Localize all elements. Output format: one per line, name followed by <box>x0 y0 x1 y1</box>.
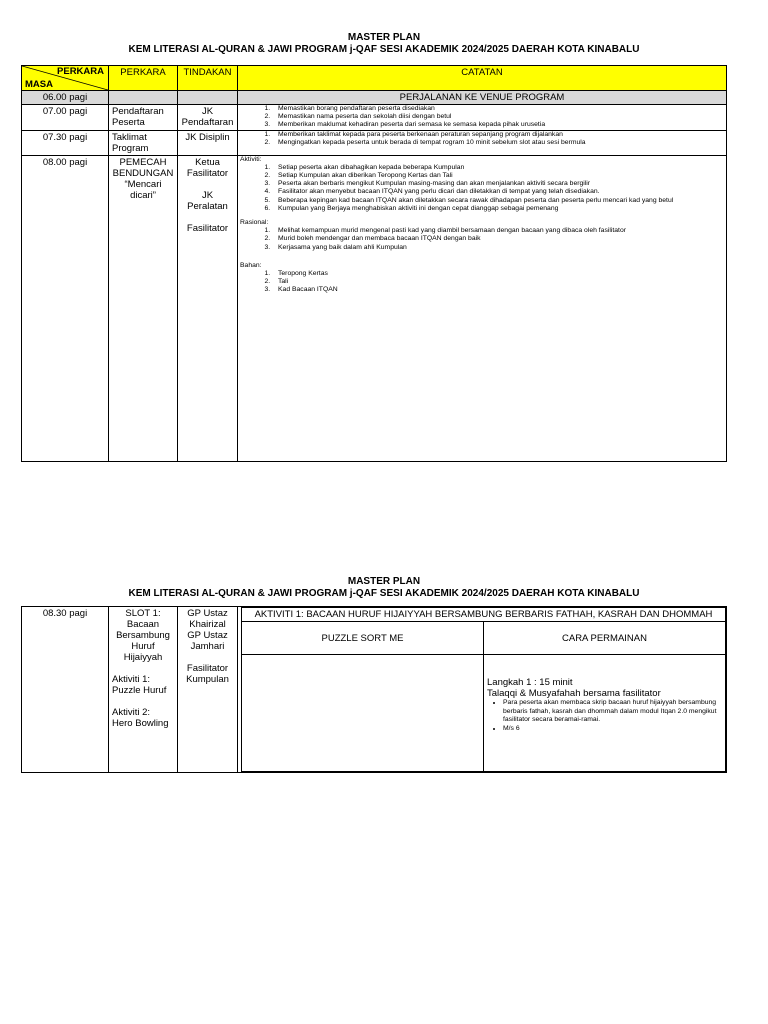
tindakan-cell <box>178 155 238 461</box>
tindakan-line: Ketua Fasilitator <box>186 156 229 179</box>
list-item: 3. Peserta akan berbaris mengikut Kumpulan masing-masing dan akan menjalankan aktiviti secara bergilir <box>272 180 724 188</box>
list-item: 4. Fasilitator akan menyebut bacaan ITQAN yang perlu dicari dan diletakkan di tempat yang telah disediakan. <box>272 188 724 196</box>
perkara-cell: Taklimat Program <box>109 130 178 155</box>
notes-list <box>240 131 724 147</box>
row-0700 <box>22 105 727 131</box>
aktiviti2-name: Hero Bowling <box>112 718 169 729</box>
catatan-cell <box>238 130 727 155</box>
master-plan-table-2 <box>21 606 727 773</box>
catatan-cell: PERJALANAN KE VENUE PROGRAM <box>238 91 727 105</box>
tindakan-line: Fasilitator Kumpulan <box>186 663 229 685</box>
activity-title: PEMECAH BENDUNGAN <box>112 156 174 179</box>
header-perkara: PERKARA <box>109 66 178 91</box>
row-0600 <box>22 91 727 105</box>
master-plan-table-1 <box>21 65 727 462</box>
list-item: 2. Tali <box>272 278 724 286</box>
corner-perkara-label: PERKARA <box>57 66 104 77</box>
aktiviti2-label: Aktiviti 2: <box>112 707 151 718</box>
aktiviti1-name: Puzzle Huruf <box>112 685 167 696</box>
page2-subtitle: KEM LITERASI AL-QURAN & JAWI PROGRAM j-QAF SESI AKADEMIK 2024/2025 DAERAH KOTA KINABALU <box>128 588 640 599</box>
masa-cell: 07.30 pagi <box>22 130 109 155</box>
tindakan-line: GP Ustaz Khairizal <box>187 608 228 630</box>
tindakan-cell <box>178 607 238 773</box>
activity-subtitle: “Mencari dicari” <box>124 178 162 201</box>
list-item: 3. Memberikan maklumat kehadiran peserta dari semasa ke semasa kepada pihak urusetia <box>272 121 724 129</box>
masa-cell: 08.30 pagi <box>22 607 109 773</box>
talaqqi-text: Talaqqi & Musyafahah bersama fasilitator <box>487 688 661 699</box>
masa-perkara-corner <box>22 66 109 91</box>
list-item: 3. Kerjasama yang baik dalam ahli Kumpulan <box>272 244 724 252</box>
header-row <box>22 66 727 91</box>
col-cara-permainan: CARA PERMAINAN <box>484 622 726 655</box>
notes-list <box>240 105 724 130</box>
perkara-cell: Pendaftaran Peserta <box>109 105 178 131</box>
header-catatan: CATATAN <box>238 66 727 91</box>
tindakan-cell: JK Disiplin <box>178 130 238 155</box>
bahan-label: Bahan: <box>240 261 262 269</box>
tindakan-line: Fasilitator <box>186 222 229 234</box>
page1-subtitle: KEM LITERASI AL-QURAN & JAWI PROGRAM j-QAF SESI AKADEMIK 2024/2025 DAERAH KOTA KINABALU <box>128 44 640 55</box>
list-item: 3. Kad Bacaan ITQAN <box>272 286 724 294</box>
list-item: 2. Murid boleh mendengar dan membaca bacaan ITQAN dengan baik <box>272 235 724 243</box>
list-item: • M/s 6 <box>503 725 722 734</box>
activity-title: AKTIVITI 1: BACAAN HURUF HIJAIYYAH BERSAMBUNG BERBARIS FATHAH, KASRAH DAN DHOMMAH <box>242 608 726 622</box>
tindakan-line: GP Ustaz Jamhari <box>187 630 228 652</box>
list-item: 1. Memastikan borang pendaftaran peserta disediakan <box>272 105 724 113</box>
row-0730 <box>22 130 727 155</box>
rasional-list <box>240 227 724 252</box>
list-item: 1. Teropong Kertas <box>272 270 724 278</box>
row-0800 <box>22 155 727 461</box>
rasional-label: Rasional: <box>240 219 269 227</box>
masa-cell: 08.00 pagi <box>22 155 109 461</box>
tindakan-cell: JK Pendaftaran <box>178 105 238 131</box>
aktiviti1-label: Aktiviti 1: <box>112 674 151 685</box>
list-item: 6. Kumpulan yang Berjaya menghabiskan aktiviti ini dengan cepat dianggap sebagai pemenang <box>272 205 724 213</box>
slot-name: Bacaan Bersambung Huruf Hijaiyyah <box>116 619 170 663</box>
catatan-cell <box>238 607 727 773</box>
row-0830 <box>22 607 727 773</box>
list-item: • Para peserta akan membaca skrip bacaan huruf hijaiyyah bersambung berbaris fathah, kasrah dan dhommah dalam modul Itqan 2.0 mengikut fasilitator secara beramai-ramai. <box>503 699 722 725</box>
catatan-cell <box>238 105 727 131</box>
list-item: 5. Beberapa kepingan kad bacaan ITQAN akan diletakkan secara rawak dihadapan peserta dan peserta perlu mencari kad yang betul <box>272 197 724 205</box>
puzzle-cell <box>242 655 484 772</box>
perkara-cell <box>109 607 178 773</box>
list-item: 2. Setiap Kumpulan akan diberikan Teropong Kertas dan Tali <box>272 172 724 180</box>
tindakan-line: JK Peralatan <box>187 189 228 212</box>
masa-cell: 06.00 pagi <box>22 91 109 105</box>
corner-masa-label: MASA <box>25 79 53 90</box>
list-item: 2. Memastikan nama peserta dan sekolah diisi dengan betul <box>272 113 724 121</box>
bahan-list <box>240 270 724 295</box>
list-item: 1. Melihat kemampuan murid mengenal pasti kad yang diambil bersamaan dengan bacaan yang dibaca oleh fasilitator <box>272 227 724 235</box>
catatan-cell <box>238 155 727 461</box>
col-puzzle-sort-me: PUZZLE SORT ME <box>242 622 484 655</box>
page2-title: MASTER PLAN <box>347 576 421 587</box>
langkah-text: Langkah 1 : 15 minit <box>487 677 573 688</box>
list-item: 1. Setiap peserta akan dibahagikan kepada beberapa Kumpulan <box>272 164 724 172</box>
cara-cell <box>484 655 726 772</box>
steps-list <box>487 699 722 733</box>
page1-title: MASTER PLAN <box>347 32 421 43</box>
activity-table <box>241 607 726 772</box>
aktiviti-label: Aktiviti: <box>240 155 262 163</box>
aktiviti-list <box>240 164 724 213</box>
masa-cell: 07.00 pagi <box>22 105 109 131</box>
perkara-cell <box>109 155 178 461</box>
list-item: 2. Mengingatkan kepada peserta untuk berada di tempat rogram 10 minit sebelum slot atau sesi bermula <box>272 139 724 147</box>
header-tindakan: TINDAKAN <box>178 66 238 91</box>
list-item: 1. Memberikan taklimat kepada para peserta berkenaan peraturan sepanjang program dijalankan <box>272 131 724 139</box>
slot-label: SLOT 1: <box>125 608 161 619</box>
